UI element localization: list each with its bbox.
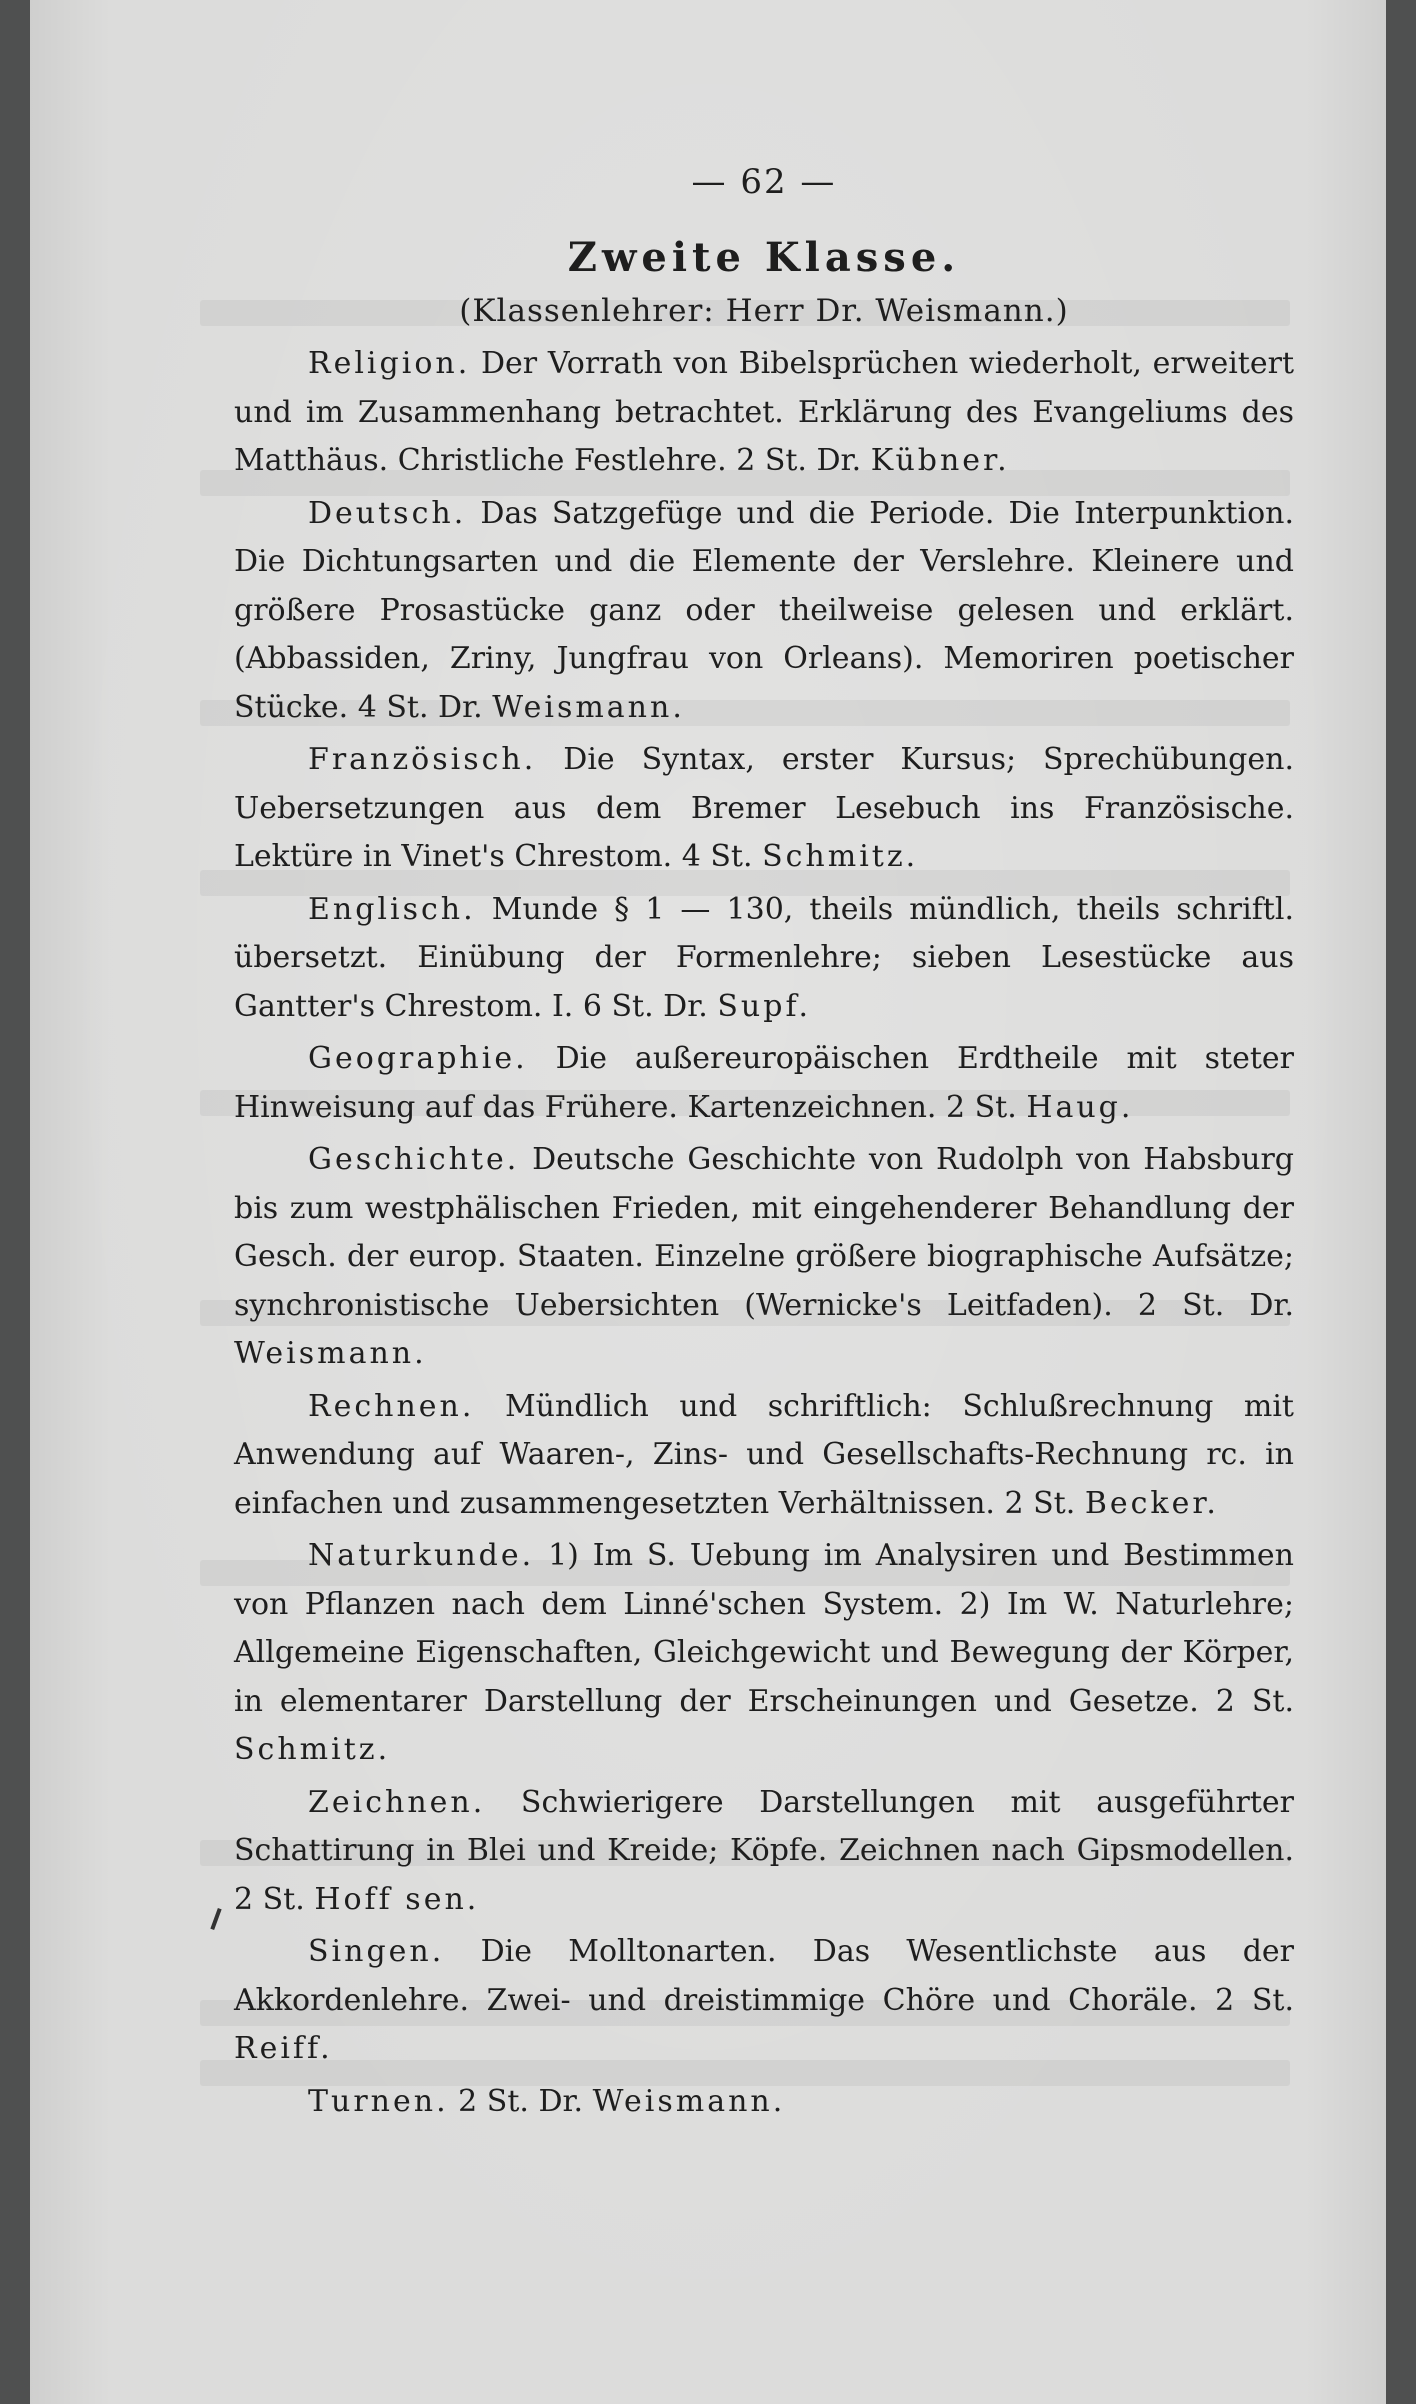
subject-deutsch — [234, 490, 1294, 733]
subject-name: Französisch. — [308, 742, 537, 777]
subject-geschichte — [234, 1136, 1294, 1379]
subject-teacher: Kübner. — [870, 443, 1010, 478]
subject-turnen — [234, 2078, 1294, 2127]
subject-text: Die Syntax, erster Kursus; Sprechübungen. Uebersetzungen aus dem Bremer Lesebuch ins Französische. Lektüre in Vinet's Chrestom. 4 St. — [234, 742, 1294, 874]
subject-teacher: Weismann. — [492, 689, 685, 725]
subject-teacher: Supf. — [717, 988, 812, 1024]
subject-text: Die Molltonarten. Das Wesentlichste aus der Akkordenlehre. Zwei- und dreistimmige Chöre und Choräle. 2 St. — [234, 1934, 1294, 2018]
class-teacher: (Klassenlehrer: Herr Dr. Weismann.) — [459, 293, 1069, 329]
subject-teacher: Schmitz. — [234, 1732, 391, 1767]
subject-name: Deutsch. — [308, 495, 467, 531]
subject-teacher: Hoff sen. — [314, 1881, 480, 1917]
subject-franzoesisch — [234, 736, 1294, 882]
subject-text: 2 St. Dr. — [458, 2083, 584, 2119]
subject-religion — [234, 340, 1294, 486]
subject-rechnen — [234, 1383, 1294, 1529]
subject-text: Die außereuropäischen Erdtheile mit steter Hinweisung auf das Frühere. Kartenzeichnen. 2 St. — [234, 1041, 1294, 1125]
subject-englisch — [234, 886, 1294, 1032]
subject-name: Geschichte. — [308, 1142, 520, 1177]
subject-name: Turnen. — [308, 2083, 449, 2119]
subject-name: Religion. — [308, 346, 471, 381]
class-title: Zweite Klasse. — [567, 234, 961, 281]
subject-text: Schwierigere Darstellungen mit ausgeführter Schattirung in Blei und Kreide; Köpfe. Zeichnen nach Gipsmodellen. 2 St. — [234, 1784, 1294, 1917]
subject-text: Munde § 1 — 130, theils mündlich, theils schriftl. übersetzt. Einübung der Formenlehre; sieben Lesestücke aus Gantter's Chrestom. I. 6 St. Dr. — [234, 891, 1294, 1024]
book-page — [30, 0, 1386, 2404]
subject-teacher: Becker. — [1084, 1485, 1219, 1521]
subject-teacher: Weismann. — [234, 1336, 427, 1371]
subject-name: Rechnen. — [308, 1388, 475, 1424]
subject-name: Singen. — [308, 1934, 445, 1969]
subject-text: Mündlich und schriftlich: Schlußrechnung mit Anwendung auf Waaren-, Zins- und Gesellschafts-Rechnung rc. in einfachen und zusammengesetzten Verhältnissen. 2 St. — [234, 1388, 1294, 1521]
subject-teacher: Schmitz. — [762, 839, 919, 874]
page-content — [234, 152, 1294, 2130]
subject-name: Naturkunde. — [308, 1538, 535, 1573]
subject-name: Zeichnen. — [308, 1784, 486, 1820]
subject-name: Englisch. — [308, 891, 476, 927]
subject-text: Deutsche Geschichte von Rudolph von Habsburg bis zum westphälischen Frieden, mit eingehenderer Behandlung der Gesch. der europ. Staaten. Einzelne größere biographische Aufsätze; synchronistische Uebersichten (Wernicke's Leitfaden). 2 St. Dr. — [234, 1142, 1294, 1323]
subject-text: Der Vorrath von Bibelsprüchen wiederholt, erweitert und im Zusammenhang betrachtet. Erklärung des Evangeliums des Matthäus. Christliche Festlehre. 2 St. Dr. — [234, 346, 1294, 478]
subject-singen — [234, 1928, 1294, 2074]
subject-teacher: Haug. — [1026, 1089, 1134, 1125]
ink-mark — [210, 1908, 221, 1930]
subject-teacher: Weismann. — [592, 2083, 786, 2119]
subject-zeichnen — [234, 1779, 1294, 1925]
subject-text: 1) Im S. Uebung im Analysiren und Bestimmen von Pflanzen nach dem Linné'schen System. 2) Im W. Naturlehre; Allgemeine Eigenschaften, Gleichgewicht und Bewegung der Körper, in elementarer Darstellung der Erscheinungen und Gesetze. 2 St. — [234, 1538, 1294, 1719]
page-number: — 62 — — [691, 162, 837, 202]
subject-teacher: Reiff. — [234, 2031, 333, 2066]
subject-naturkunde — [234, 1532, 1294, 1775]
subject-text: Das Satzgefüge und die Periode. Die Interpunktion. Die Dichtungsarten und die Elemente der Verslehre. Kleinere und größere Prosastücke ganz oder theilweise gelesen und erklärt. (Abbassiden, Zriny, Jungfrau von Orleans). Memoriren poetischer Stücke. 4 St. Dr. — [234, 495, 1294, 725]
subject-name: Geographie. — [308, 1041, 528, 1076]
subject-geographie — [234, 1035, 1294, 1132]
